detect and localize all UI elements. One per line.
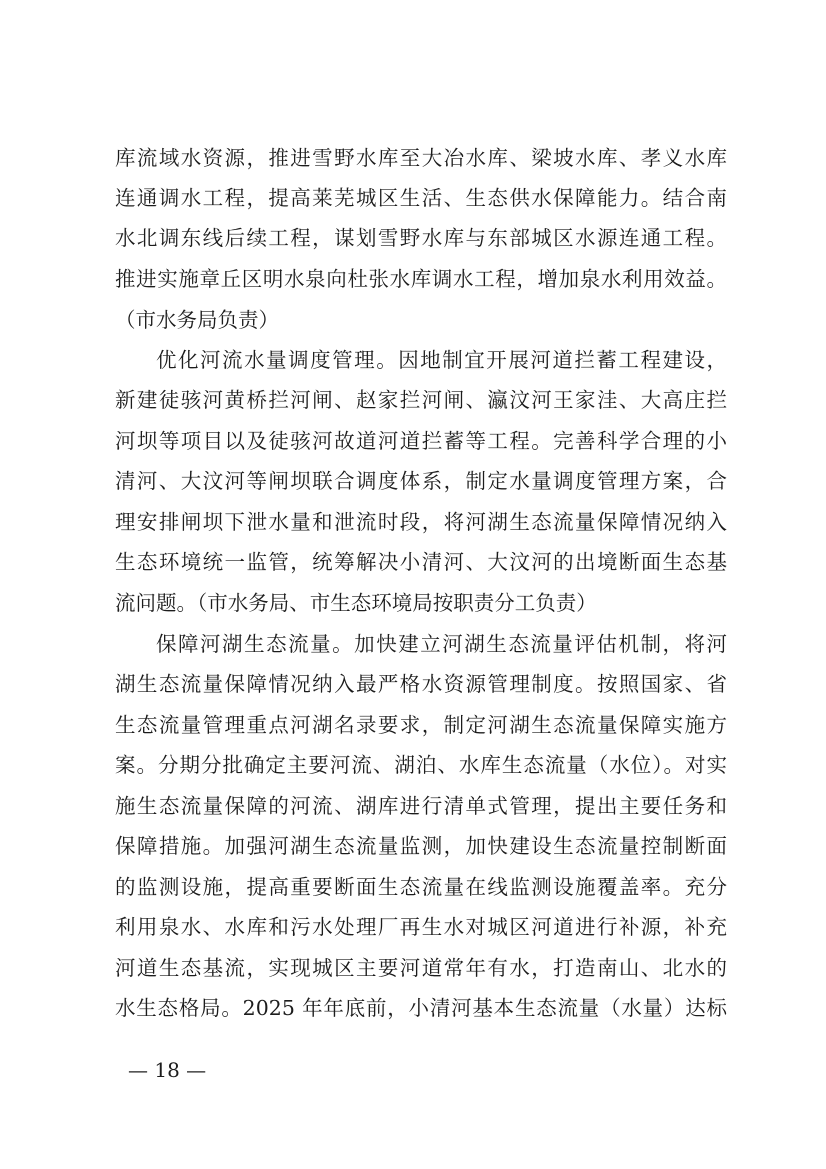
text-line: 新建徒骇河黄桥拦河闸、赵家拦河闸、瀛汶河王家洼、大高庄拦 <box>115 388 727 412</box>
paragraph-first-line: 优化河流水量调度管理。因地制宜开展河道拦蓄工程建设， <box>156 348 727 372</box>
text-line: 连通调水工程，提高莱芜城区生活、生态供水保障能力。结合南 <box>115 186 727 210</box>
text-line: （市水务局负责） <box>115 308 279 332</box>
paragraph-first-line: 保障河湖生态流量。加快建立河湖生态流量评估机制，将河 <box>156 632 727 656</box>
text-line: 水生态格局。2025 年年底前，小清河基本生态流量（水量）达标 <box>115 996 727 1020</box>
text-line: 湖生态流量保障情况纳入最严格水资源管理制度。按照国家、省 <box>115 672 727 696</box>
text-line: 生态环境统一监管，统筹解决小清河、大汶河的出境断面生态基 <box>115 550 727 574</box>
text-line: 保障措施。加强河湖生态流量监测，加快建设生态流量控制断面 <box>115 834 727 858</box>
text-line: 利用泉水、水库和污水处理厂再生水对城区河道进行补源，补充 <box>115 915 727 939</box>
text-line: 河坝等项目以及徒骇河故道河道拦蓄等工程。完善科学合理的小 <box>115 429 727 453</box>
text-line: 推进实施章丘区明水泉向杜张水库调水工程，增加泉水利用效益。 <box>115 267 727 291</box>
text-line: 库流域水资源，推进雪野水库至大冶水库、梁坡水库、孝义水库 <box>115 146 727 170</box>
text-line: 的监测设施，提高重要断面生态流量在线监测设施覆盖率。充分 <box>115 875 727 899</box>
text-line: 施生态流量保障的河流、湖库进行清单式管理，提出主要任务和 <box>115 794 727 818</box>
text-line: 案。分期分批确定主要河流、湖泊、水库生态流量（水位）。对实 <box>115 753 727 777</box>
text-line: 清河、大汶河等闸坝联合调度体系，制定水量调度管理方案，合 <box>115 469 727 493</box>
page-number: — 18 — <box>128 1058 207 1082</box>
text-line: 流问题。（市水务局、市生态环境局按职责分工负责） <box>115 591 597 615</box>
text-line: 理安排闸坝下泄水量和泄流时段，将河湖生态流量保障情况纳入 <box>115 510 727 534</box>
text-line: 河道生态基流，实现城区主要河道常年有水，打造南山、北水的 <box>115 956 727 980</box>
text-line: 生态流量管理重点河湖名录要求，制定河湖生态流量保障实施方 <box>115 713 727 737</box>
text-line: 水北调东线后续工程，谋划雪野水库与东部城区水源连通工程。 <box>115 226 727 250</box>
